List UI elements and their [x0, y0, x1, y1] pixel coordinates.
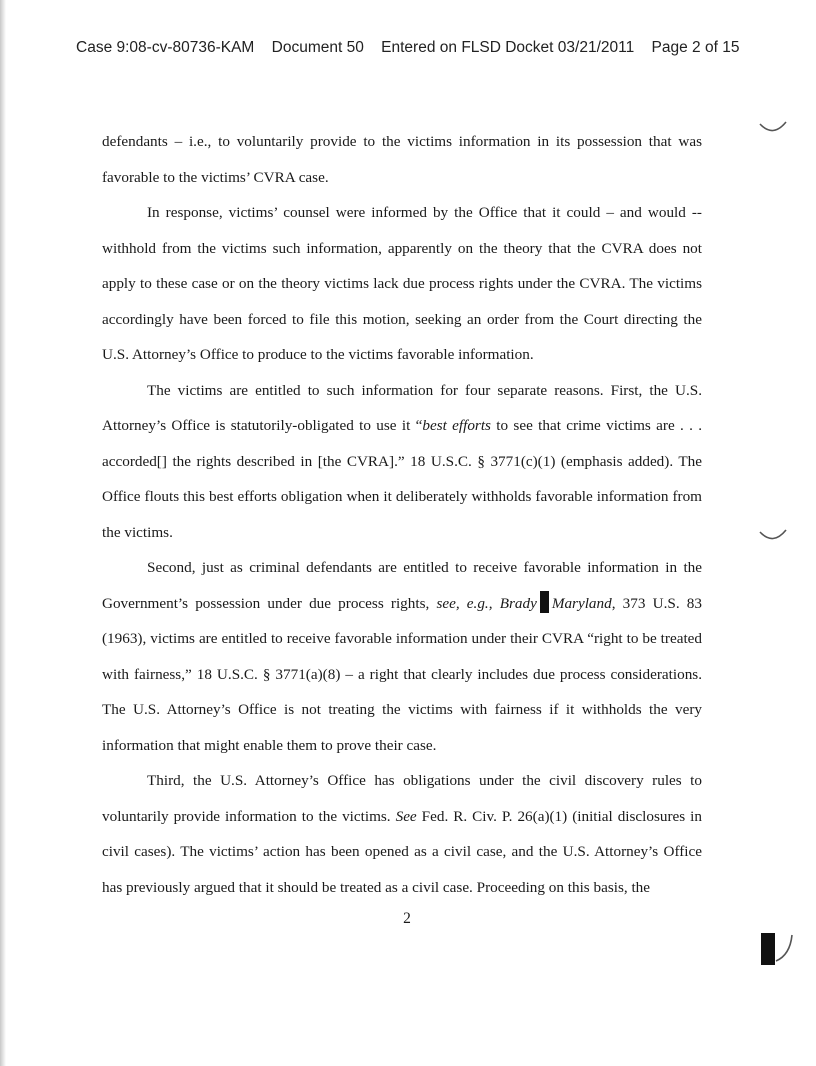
reasons-text-a: The victims are entitled to such information for four separate reasons. First, the U.S. Attorney’s Office is statutorily-obligated to use it “: [102, 381, 702, 434]
scan-corner-mark: [761, 933, 775, 965]
third-text-c: Fed. R. Civ. P. 26(a)(1) (initial disclosures in civil cases). The victims’ action has been opened as a civil case, and the U.S. Attorney’s Office has previously argued that it should be treated as a civil case. Proceeding on this basis, the: [102, 807, 702, 896]
third-see-signal: See: [395, 807, 417, 825]
paragraph-reasons: [102, 373, 702, 551]
case-number: Case 9:08-cv-80736-KAM: [76, 39, 255, 56]
binder-hole-mark-icon: [758, 528, 788, 544]
second-text-d: , 373 U.S. 83 (1963), victims are entitled to receive favorable information under their CVRA “right to be treated with fairness,” 18 U.S.C. § 3771(a)(8) – a right that clearly includes due process considerations. The U.S. Attorney’s Office is not treating the victims with fairness if it withholds the very information that might enable them to prove their case.: [102, 594, 702, 754]
paragraph-second: [102, 550, 702, 763]
page-count: Page 2 of 15: [651, 39, 740, 56]
second-text-a: Second, just as criminal defendants are entitled to receive favorable information in the Government’s possession under due process rights,: [102, 559, 702, 612]
paragraph-third: [102, 763, 702, 905]
docket-header: [76, 39, 740, 57]
document-body: [102, 124, 702, 905]
docket-entry: Entered on FLSD Docket 03/21/2011: [381, 39, 635, 56]
reasons-text-c: to see that crime victims are . . . accorded[] the rights described in [the CVRA].” 18 U.S.C. § 3771(c)(1) (emphasis added). The Office flouts this best efforts obligation when it deliberately withholds favorable information from the victims.: [102, 417, 703, 541]
second-case-name: Maryland: [551, 594, 612, 612]
document-number: Document 50: [271, 39, 364, 56]
second-citation-signal: see, e.g., Brady: [436, 594, 537, 612]
page-number: 2: [403, 910, 411, 927]
redaction-mark: [540, 591, 549, 613]
corner-curl-icon: [774, 933, 794, 963]
third-text-a: Third, the U.S. Attorney’s Office has obligations under the civil discovery rules to voluntarily provide information to the victims.: [102, 772, 702, 825]
scan-edge-shadow: [0, 0, 6, 1066]
paragraph-continuation: defendants – i.e., to voluntarily provide to the victims information in its possession that was favorable to the victims’ CVRA case.: [102, 133, 702, 186]
paragraph-response: In response, victims’ counsel were informed by the Office that it could – and would -- withhold from the victims such information, apparently on the theory that the CVRA does not apply to these case or on the theory victims lack due process rights under the CVRA. The victims accordingly have been forced to file this motion, seeking an order from the Court directing the U.S. Attorney’s Office to produce to the victims favorable information.: [102, 204, 702, 363]
reasons-emphasis: best efforts: [422, 417, 491, 434]
binder-hole-mark-icon: [758, 120, 788, 136]
